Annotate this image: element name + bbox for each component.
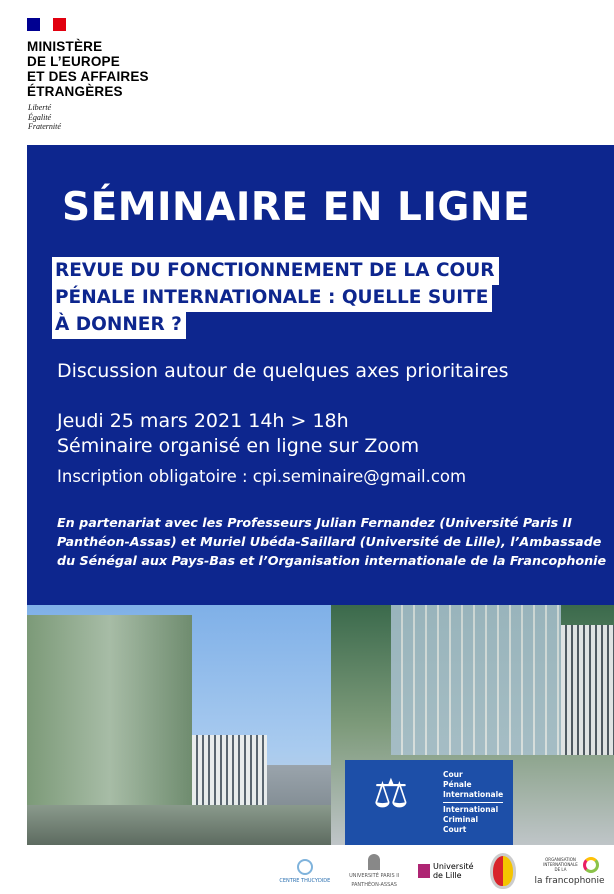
subtitle-line: À DONNER ? xyxy=(52,311,186,339)
ministry-name xyxy=(27,39,149,99)
registration-info: Inscription obligatoire : cpi.seminaire@gmail.com xyxy=(57,467,467,486)
seminar-title: SÉMINAIRE EN LIGNE xyxy=(62,185,531,230)
logo-text: PANTHÉON-ASSAS xyxy=(351,882,397,888)
francophonie-logo xyxy=(534,857,604,886)
sign-line: Cour xyxy=(443,770,463,779)
ministry-line: ÉTRANGÈRES xyxy=(27,84,123,99)
seminar-subtitle xyxy=(52,257,499,338)
sign-line: Criminal xyxy=(443,815,479,824)
sign-line: International xyxy=(443,805,499,814)
discussion-text: Discussion autour de quelques axes prioritaires xyxy=(57,360,509,382)
ministry-line: DE L’EUROPE xyxy=(27,54,120,69)
event-location: Séminaire organisé en ligne sur Zoom xyxy=(57,435,420,457)
icc-building-photo-left xyxy=(27,605,331,845)
sign-line: Internationale xyxy=(443,790,503,803)
motto-line: Égalité xyxy=(28,112,52,122)
motto-line: Liberté xyxy=(28,103,52,112)
icc-building-photo-right xyxy=(331,605,614,845)
logo-text: ORGANISATION INTERNATIONALE DE LA xyxy=(543,857,578,872)
scales-of-justice-icon: ⚖ xyxy=(373,771,409,817)
ministry-line: ET DES AFFAIRES xyxy=(27,69,149,84)
icc-sign xyxy=(345,760,513,845)
paris2-logo xyxy=(349,854,399,888)
logo-text: la francophonie xyxy=(534,875,605,886)
sign-line: Pénale xyxy=(443,780,472,789)
centre-thucydide-logo xyxy=(279,859,330,884)
partner-logos xyxy=(270,848,614,894)
motto-line: Fraternité xyxy=(28,122,61,131)
logo-text: UNIVERSITÉ PARIS II xyxy=(349,873,400,879)
logo-text: CENTRE THUCYDIDE xyxy=(279,877,331,884)
logo-text: Université de Lille xyxy=(432,862,474,880)
senegal-coat-of-arms-logo xyxy=(490,853,516,889)
partners-text: En partenariat avec les Professeurs Julian Fernandez (Université Paris II Panthéon-Assas) et Muriel Ubéda-Saillard (Université de Lille), l’Ambassade du Sénégal aux Pays-Bas et l’Organisation internationale de la Francophonie xyxy=(57,515,607,568)
motto xyxy=(28,103,61,132)
subtitle-line: REVUE DU FONCTIONNEMENT DE LA COUR xyxy=(52,257,499,285)
info-panel xyxy=(27,145,614,605)
event-date: Jeudi 25 mars 2021 14h > 18h xyxy=(57,410,349,432)
sign-line: Court xyxy=(443,825,467,834)
subtitle-line: PÉNALE INTERNATIONALE : QUELLE SUITE xyxy=(52,284,492,312)
lille-logo xyxy=(418,862,474,880)
ministry-line: MINISTÈRE xyxy=(27,39,103,54)
french-flag-logo xyxy=(27,18,66,31)
